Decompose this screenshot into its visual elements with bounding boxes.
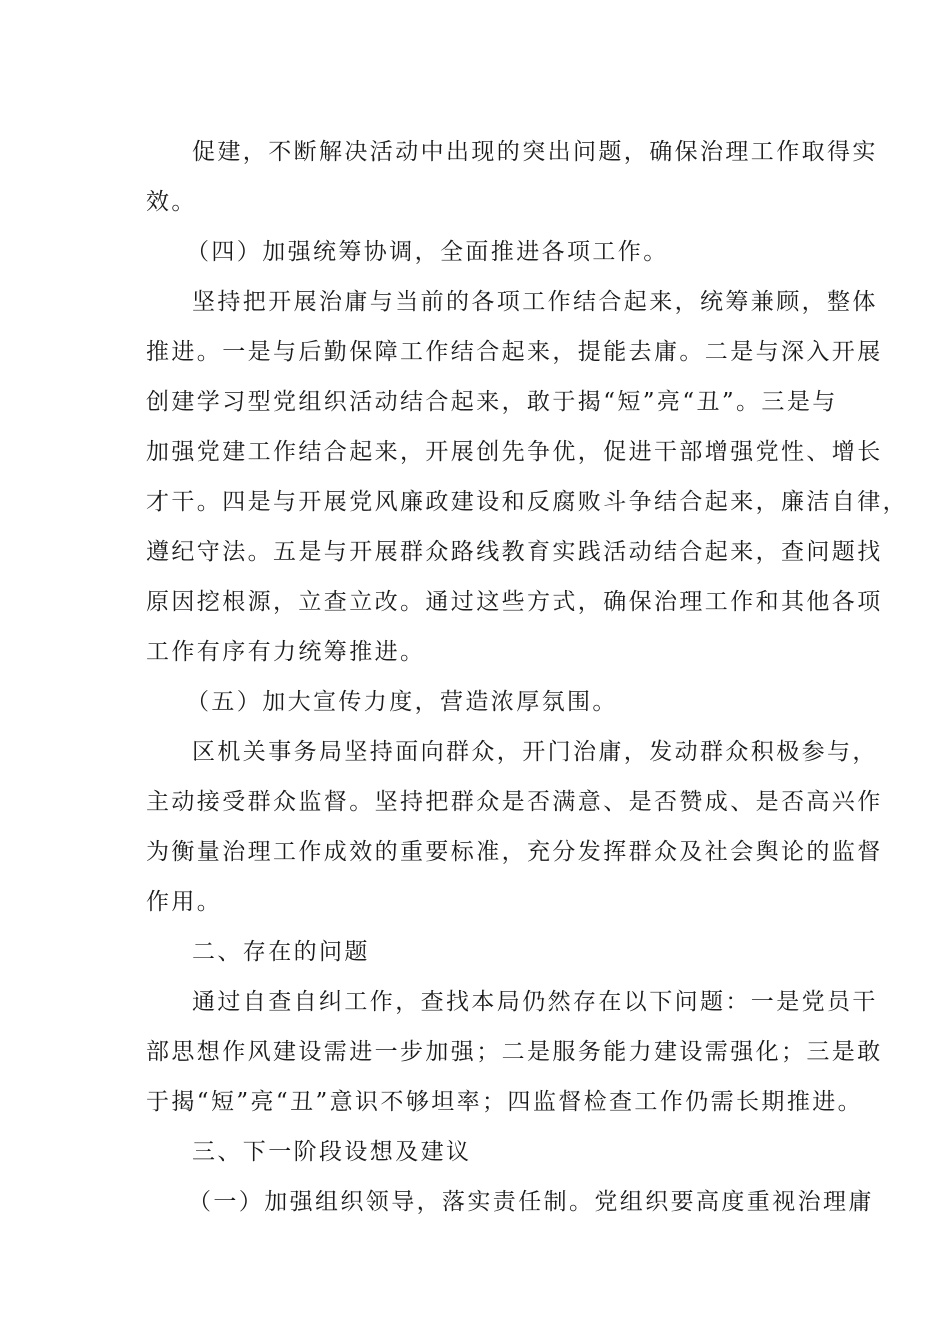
paragraph-line: 加强党建工作结合起来，开展创先争优，促进干部增强党性、增长 xyxy=(146,439,883,465)
section-heading: 二、存在的问题 xyxy=(192,939,370,965)
paragraph-line: 主动接受群众监督。坚持把群众是否满意、是否赞成、是否高兴作 xyxy=(146,789,883,815)
paragraph-line: 原因挖根源，立查立改。通过这些方式，确保治理工作和其他各项 xyxy=(146,589,883,615)
section-heading: （五）加大宣传力度，营造浓厚氛围。 xyxy=(186,689,618,715)
paragraph-line: 作用。 xyxy=(146,889,223,915)
paragraph-line: 效。 xyxy=(146,189,197,215)
paragraph-line: 创建学习型党组织活动结合起来，敢于揭“短”亮“丑”。三是与 xyxy=(146,389,838,415)
paragraph-line: 促建，不断解决活动中出现的突出问题，确保治理工作取得实 xyxy=(192,139,878,165)
paragraph-line: 才干。四是与开展党风廉政建设和反腐败斗争结合起来，廉洁自律， xyxy=(146,489,908,515)
paragraph-line: 遵纪守法。五是与开展群众路线教育实践活动结合起来，查问题找 xyxy=(146,539,883,565)
paragraph-line: 为衡量治理工作成效的重要标准，充分发挥群众及社会舆论的监督 xyxy=(146,839,883,865)
paragraph-line: 工作有序有力统筹推进。 xyxy=(146,639,426,665)
paragraph-line: 部思想作风建设需进一步加强；二是服务能力建设需强化；三是敢 xyxy=(146,1039,883,1065)
paragraph-line: （一）加强组织领导，落实责任制。党组织要高度重视治理庸 xyxy=(188,1189,874,1215)
paragraph-line: 区机关事务局坚持面向群众，开门治庸，发动群众积极参与， xyxy=(192,739,878,765)
paragraph-line: 推进。一是与后勤保障工作结合起来，提能去庸。二是与深入开展 xyxy=(146,339,883,365)
section-heading: 三、下一阶段设想及建议 xyxy=(192,1139,472,1165)
paragraph-line: 通过自查自纠工作，查找本局仍然存在以下问题：一是党员干 xyxy=(192,989,878,1015)
section-heading: （四）加强统筹协调，全面推进各项工作。 xyxy=(186,239,669,265)
paragraph-line: 于揭“短”亮“丑”意识不够坦率；四监督检查工作仍需长期推进。 xyxy=(146,1089,864,1115)
paragraph-line: 坚持把开展治庸与当前的各项工作结合起来，统筹兼顾，整体 xyxy=(192,289,878,315)
